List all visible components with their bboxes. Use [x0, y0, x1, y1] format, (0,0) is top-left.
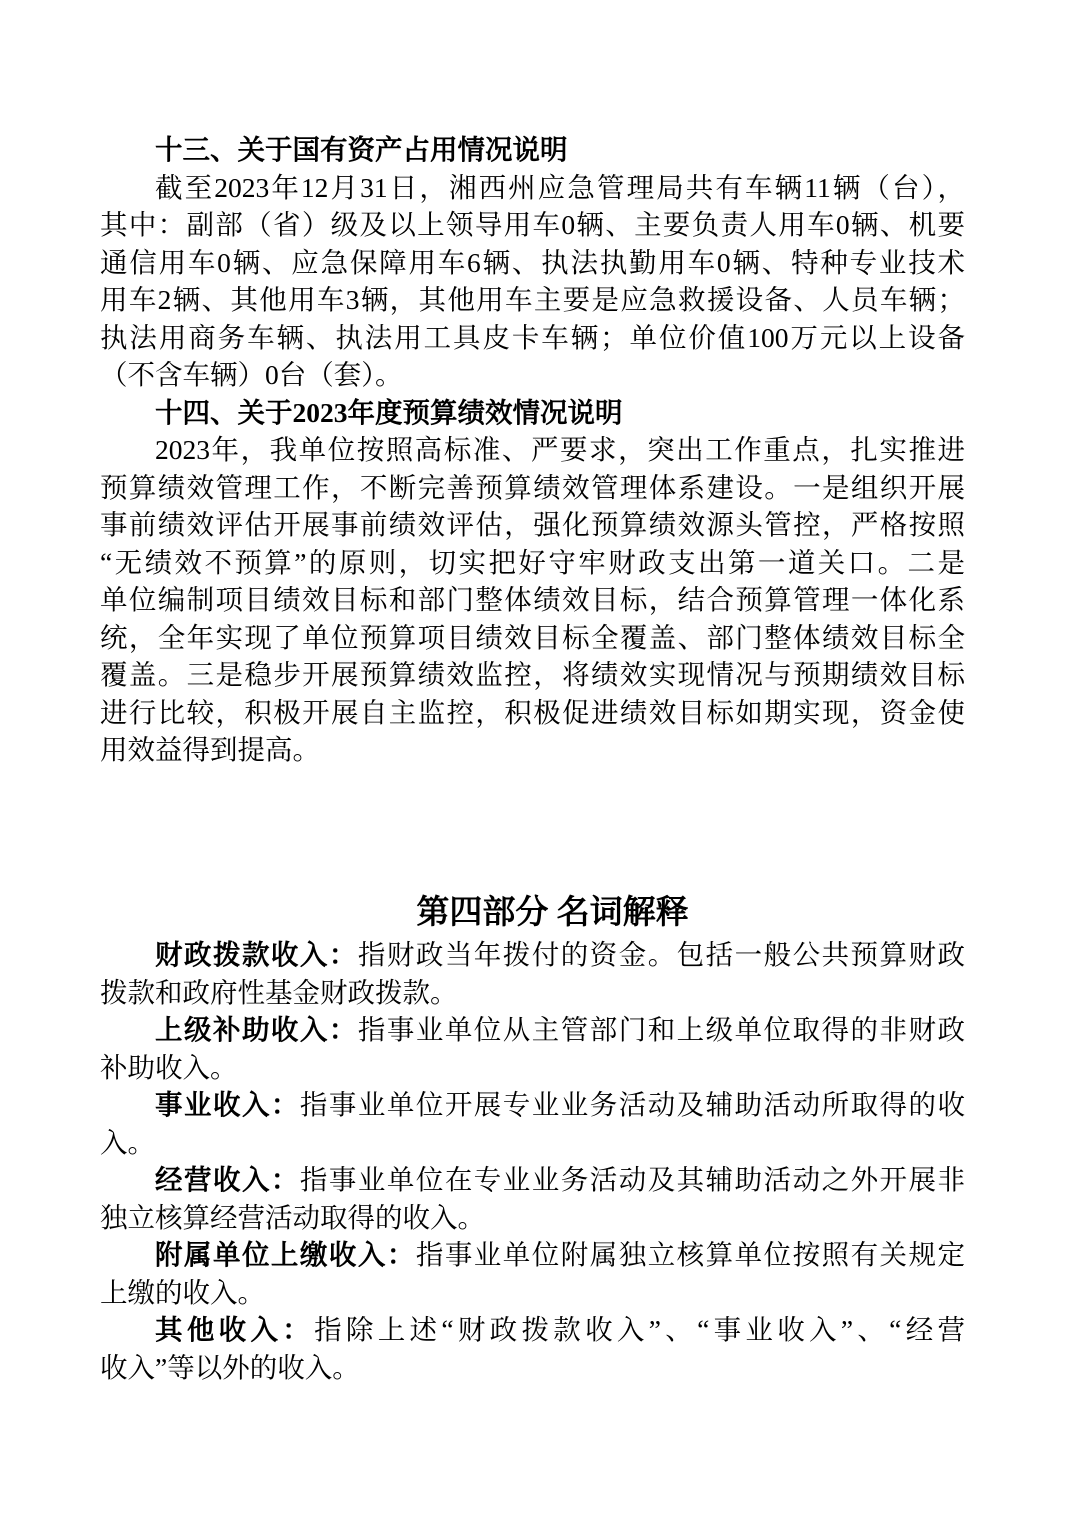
paragraph-line: 2023年，我单位按照高标准、严要求，突出工作重点，扎实推进 — [155, 434, 965, 465]
term-definition-line: 独立核算经营活动取得的收入。 — [100, 1201, 485, 1233]
paragraph-line: （不含车辆）0台（套）。 — [100, 359, 403, 390]
paragraph-line: 进行比较，积极开展自主监控，积极促进绩效目标如期实现，资金使 — [100, 696, 965, 728]
part-title: 第四部分 名词解释 — [416, 895, 689, 931]
term-definition-line — [100, 1086, 965, 1124]
section-heading-14: 十四、关于2023年度预算绩效情况说明 — [155, 396, 623, 428]
term-text: 指除上述“财政拨款收入”、“事业收入”、“经营 — [314, 1314, 966, 1345]
paragraph-line: 预算绩效管理工作，不断完善预算绩效管理体系建设。一是组织开展 — [100, 471, 965, 503]
paragraph-line: 执法用商务车辆、执法用工具皮卡车辆；单位价值100万元以上设备 — [100, 321, 965, 353]
sections-13-14 — [100, 131, 965, 769]
term-text: 指事业单位附属独立核算单位按照有关规定 — [415, 1239, 966, 1270]
term-definition-line: 收入”等以外的收入。 — [100, 1351, 360, 1383]
paragraph-line: 覆盖。三是稳步开展预算绩效监控，将绩效实现情况与预期绩效目标 — [100, 659, 965, 690]
term-definition-line — [100, 1011, 965, 1049]
term-text: 指财政当年拨付的资金。包括一般公共预算财政 — [357, 939, 966, 970]
paragraph-line: 事前绩效评估开展事前绩效评估，强化预算绩效源头管控，严格按照 — [100, 509, 965, 540]
term-text: 指事业单位开展专业业务活动及辅助活动所取得的收 — [299, 1089, 966, 1120]
term-definition-line — [100, 1161, 965, 1199]
paragraph-line: “无绩效不预算”的原则，切实把好守牢财政支出第一道关口。二是 — [100, 546, 965, 578]
paragraph-line: 其中：副部（省）级及以上领导用车0辆、主要负责人用车0辆、机要 — [100, 209, 965, 240]
term-label: 其他收入： — [155, 1314, 315, 1345]
section-heading-13: 十三、关于国有资产占用情况说明 — [155, 134, 568, 165]
term-definition-line — [100, 936, 965, 974]
term-label: 事业收入： — [155, 1089, 300, 1120]
term-definition-line: 上缴的收入。 — [100, 1276, 265, 1308]
term-label: 上级补助收入： — [155, 1014, 358, 1045]
term-definition-line — [100, 1311, 965, 1349]
term-text: 指事业单位从主管部门和上级单位取得的非财政 — [357, 1014, 966, 1045]
term-definition-line — [100, 1236, 965, 1274]
term-definition-line: 补助收入。 — [100, 1051, 238, 1083]
paragraph-line: 截至2023年12月31日，湘西州应急管理局共有车辆11辆（台）， — [155, 171, 965, 203]
paragraph-line: 用效益得到提高。 — [100, 734, 320, 765]
paragraph-line: 通信用车0辆、应急保障用车6辆、执法执勤用车0辆、特种专业技术 — [100, 246, 965, 278]
paragraph-line: 统，全年实现了单位预算项目绩效目标全覆盖、部门整体绩效目标全 — [100, 621, 965, 653]
term-label: 财政拨款收入： — [155, 939, 358, 970]
paragraph-line: 单位编制项目绩效目标和部门整体绩效目标，结合预算管理一体化系 — [100, 584, 965, 615]
term-definition-line: 拨款和政府性基金财政拨款。 — [100, 976, 458, 1008]
term-label: 经营收入： — [155, 1164, 300, 1195]
term-definition-line: 入。 — [100, 1126, 155, 1158]
term-label: 附属单位上缴收入： — [155, 1239, 416, 1270]
glossary — [100, 936, 965, 1386]
term-text: 指事业单位在专业业务活动及其辅助活动之外开展非 — [299, 1164, 966, 1195]
paragraph-line: 用车2辆、其他用车3辆，其他用车主要是应急救援设备、人员车辆； — [100, 284, 965, 315]
